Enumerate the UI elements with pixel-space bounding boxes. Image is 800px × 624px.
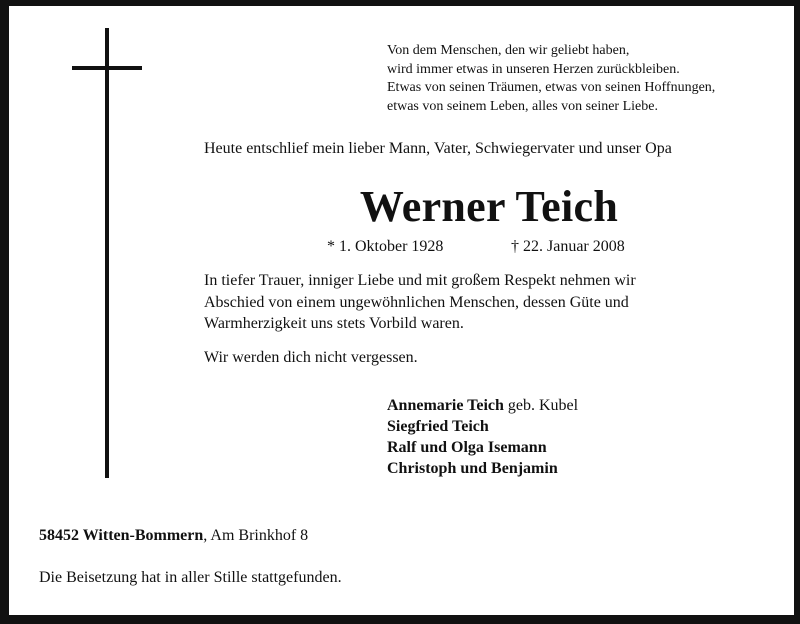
cross-icon-crossbar: [72, 66, 142, 70]
mourning-line: In tiefer Trauer, inniger Liebe und mit großem Respekt nehmen wir: [204, 272, 636, 289]
mourner-name: Annemarie Teich: [387, 397, 504, 414]
address-city: 58452 Witten-Bommern: [39, 527, 204, 544]
mourner-entry: [387, 395, 578, 416]
mourner-entry: [387, 458, 578, 479]
mourning-text: [204, 270, 636, 335]
mourners-list: [387, 395, 578, 479]
mourner-name: Siegfried Teich: [387, 418, 489, 435]
mourning-line: Warmherzigkeit uns stets Vorbild waren.: [204, 315, 464, 332]
mourner-entry: [387, 437, 578, 458]
birth-date: * 1. Oktober 1928: [327, 238, 444, 255]
mourner-name: Ralf und Olga Isemann: [387, 439, 547, 456]
deceased-name: Werner Teich: [359, 182, 619, 231]
poem-line: Von dem Menschen, den wir geliebt haben,: [387, 43, 630, 58]
poem-line: Etwas von seinen Träumen, etwas von seinen Hoffnungen,: [387, 80, 716, 95]
death-date: † 22. Januar 2008: [511, 238, 625, 255]
intro-text: Heute entschlief mein lieber Mann, Vater, Schwiegervater und unser Opa: [204, 140, 672, 157]
poem-line: etwas von seinem Leben, alles von seiner Liebe.: [387, 98, 658, 114]
closing-text: Wir werden dich nicht vergessen.: [204, 349, 418, 366]
mourner-entry: [387, 416, 578, 437]
address-street: , Am Brinkhof 8: [203, 527, 309, 544]
mourner-suffix: geb. Kubel: [503, 397, 579, 414]
cross-icon: [105, 28, 109, 478]
memorial-poem: [387, 42, 715, 116]
mourner-name: Christoph und Benjamin: [387, 460, 558, 477]
mourning-line: Abschied von einem ungewöhnlichen Menschen, dessen Güte und: [204, 293, 629, 311]
address: [39, 527, 308, 545]
burial-note: Die Beisetzung hat in aller Stille stattgefunden.: [39, 569, 342, 586]
poem-line: wird immer etwas in unseren Herzen zurückbleiben.: [387, 61, 680, 77]
